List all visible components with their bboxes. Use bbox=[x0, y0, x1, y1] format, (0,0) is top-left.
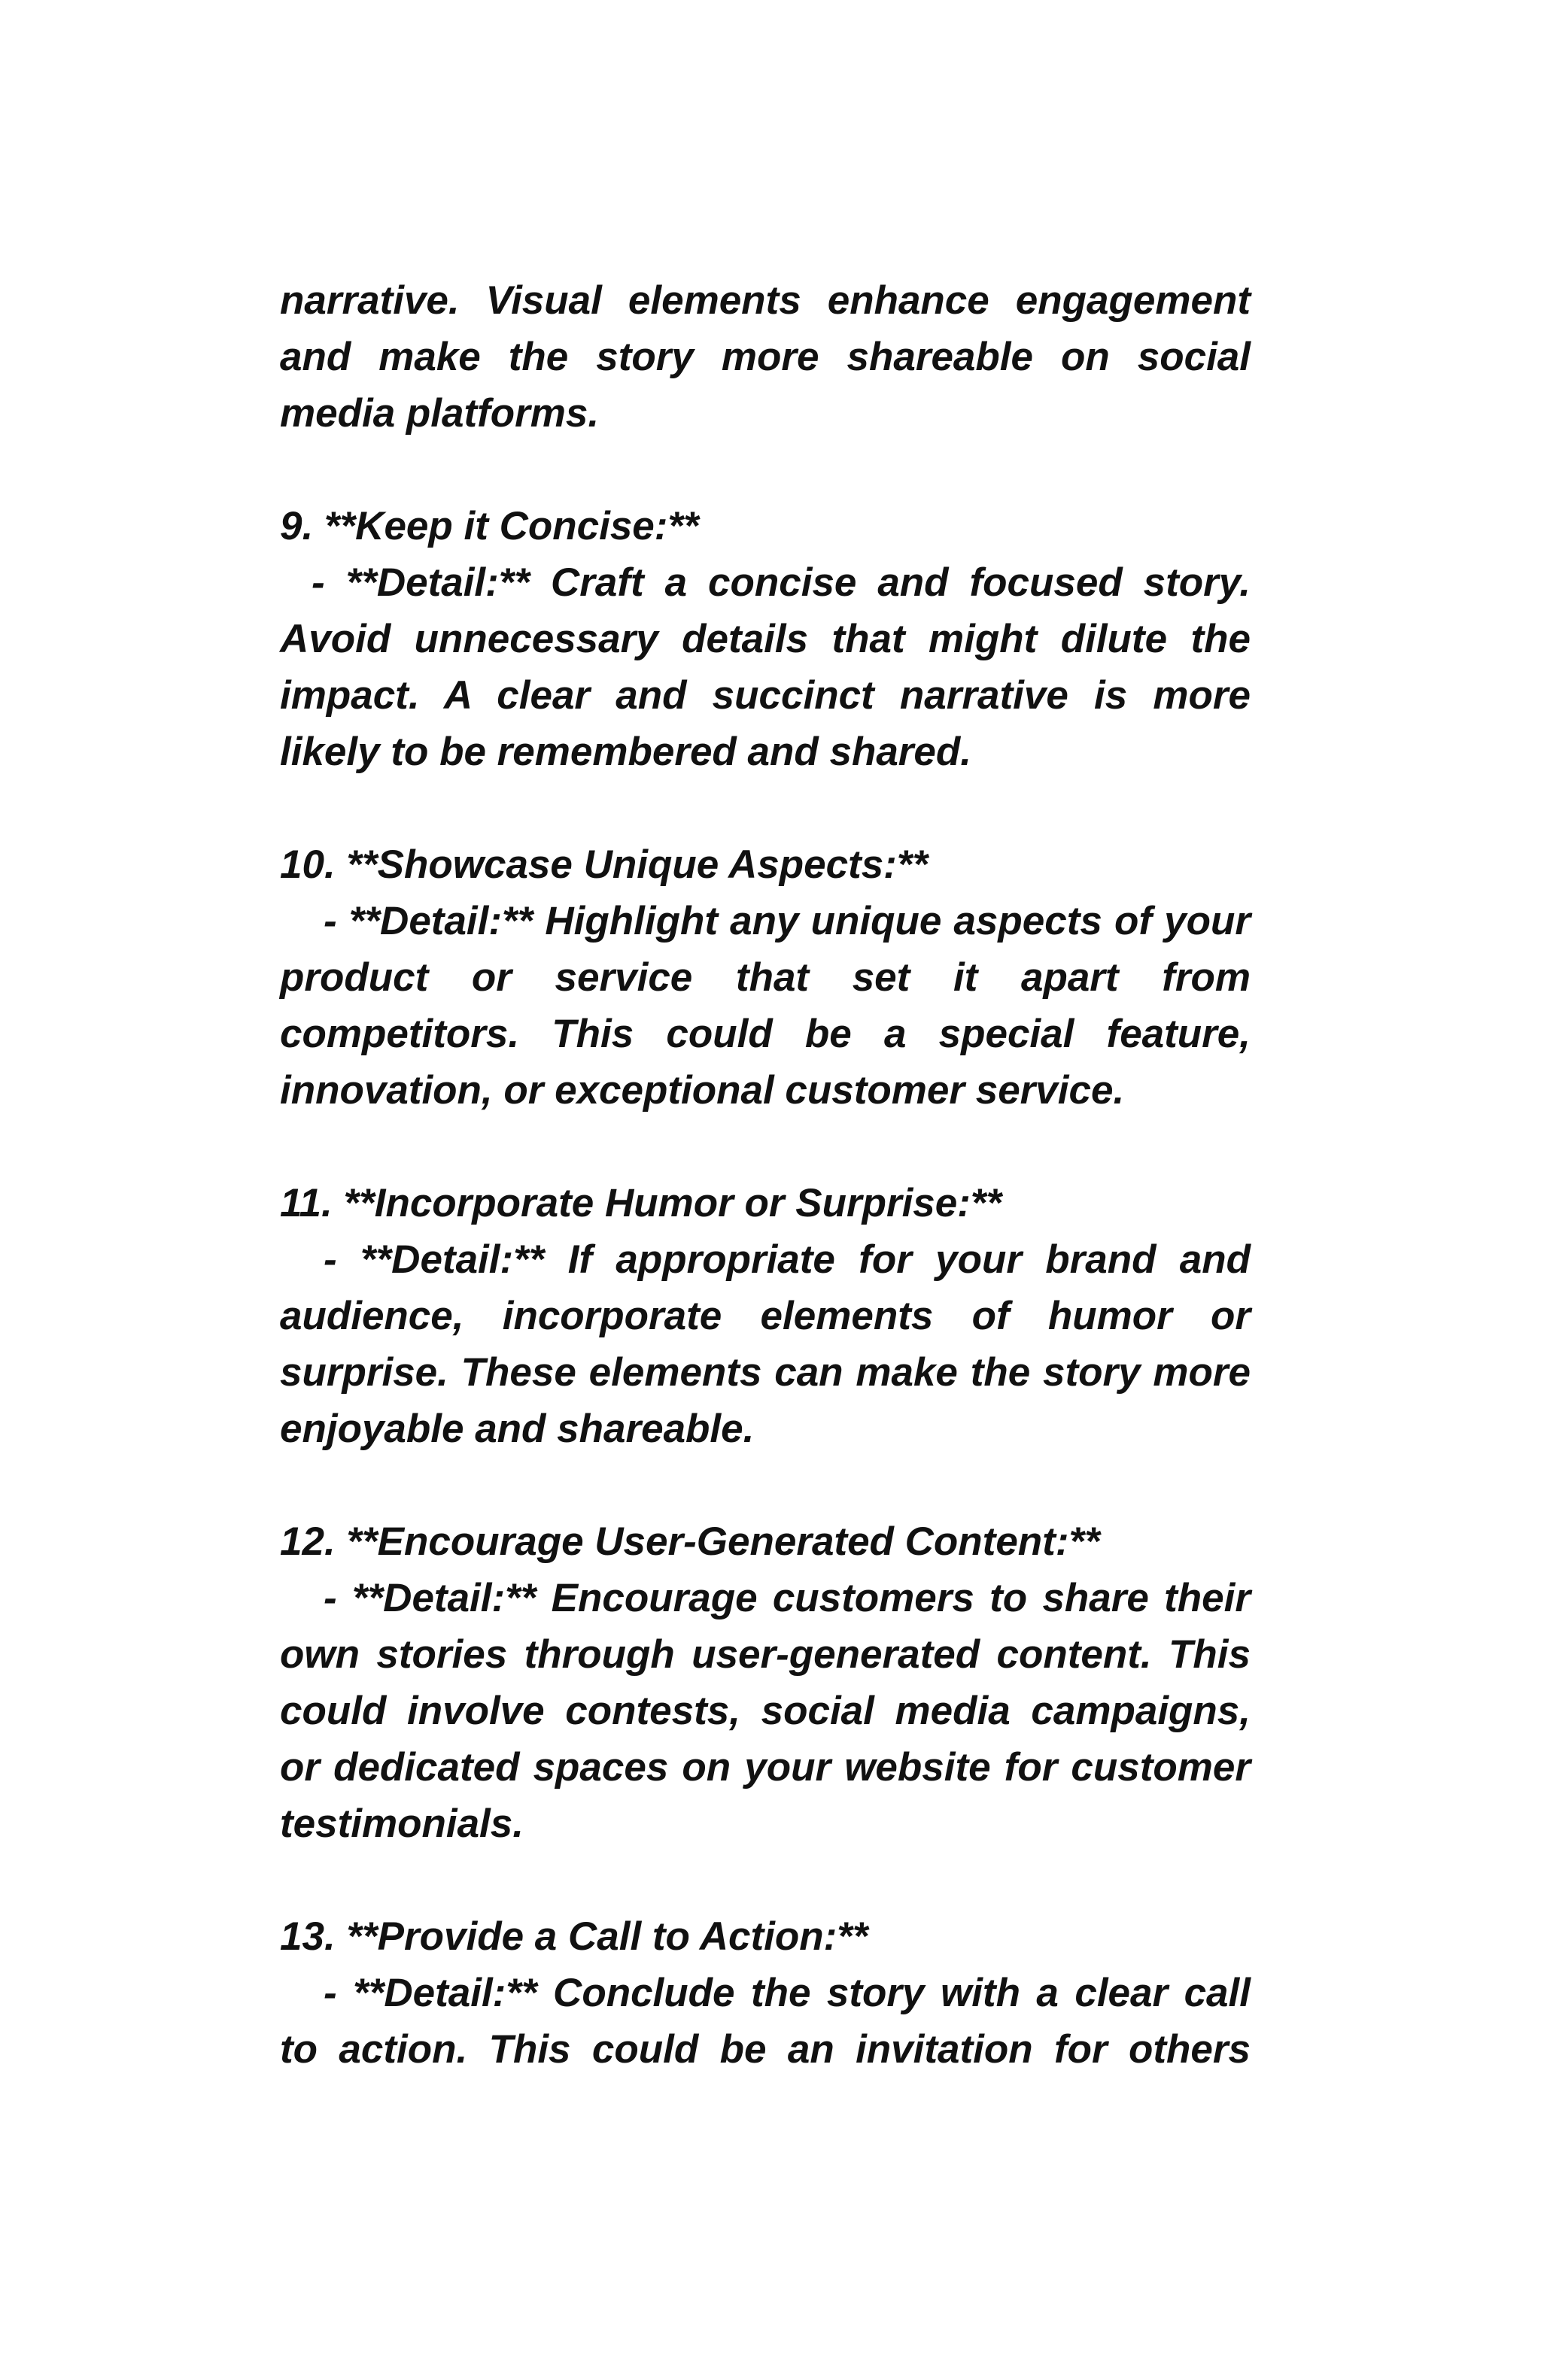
item-heading: 10. **Showcase Unique Aspects:** bbox=[280, 842, 929, 887]
item-detail: - **Detail:** Highlight any unique aspects of your product or service that set it apart from competitors. This could be a special feature, innovation, or exceptional customer service. bbox=[280, 899, 1251, 1113]
intro-paragraph: narrative. Visual elements enhance engagement and make the story more shareable on social media platforms. bbox=[280, 278, 1251, 436]
item-detail: - **Detail:** Craft a concise and focused story. Avoid unnecessary details that might dilute the impact. A clear and succinct narrative is more likely to be remembered and shared. bbox=[280, 560, 1251, 774]
item-detail: - **Detail:** If appropriate for your brand and audience, incorporate elements of humor or surprise. These elements can make the story more enjoyable and shareable. bbox=[280, 1237, 1251, 1451]
spacer bbox=[280, 1119, 1251, 1175]
item-heading: 11. **Incorporate Humor or Surprise:** bbox=[280, 1181, 1002, 1225]
item-detail: - **Detail:** Encourage customers to share their own stories through user-generated content. This could involve contests, social media campaigns, or dedicated spaces on your website for customer testimonials. bbox=[280, 1576, 1251, 1846]
spacer bbox=[280, 442, 1251, 498]
list-item-10 bbox=[280, 836, 1251, 1119]
spacer bbox=[280, 1852, 1251, 1908]
item-heading: 9. **Keep it Concise:** bbox=[280, 504, 699, 548]
spacer bbox=[280, 780, 1251, 836]
list-item-9 bbox=[280, 498, 1251, 780]
list-item-13 bbox=[280, 1908, 1251, 2078]
list-item-12 bbox=[280, 1513, 1251, 1852]
item-heading: 13. **Provide a Call to Action:** bbox=[280, 1914, 868, 1959]
document-page bbox=[280, 272, 1251, 2078]
list-item-11 bbox=[280, 1175, 1251, 1457]
spacer bbox=[280, 1457, 1251, 1513]
item-detail: - **Detail:** Conclude the story with a clear call to action. This could be an invitation for others bbox=[280, 1971, 1251, 2072]
item-heading: 12. **Encourage User-Generated Content:** bbox=[280, 1519, 1100, 1564]
